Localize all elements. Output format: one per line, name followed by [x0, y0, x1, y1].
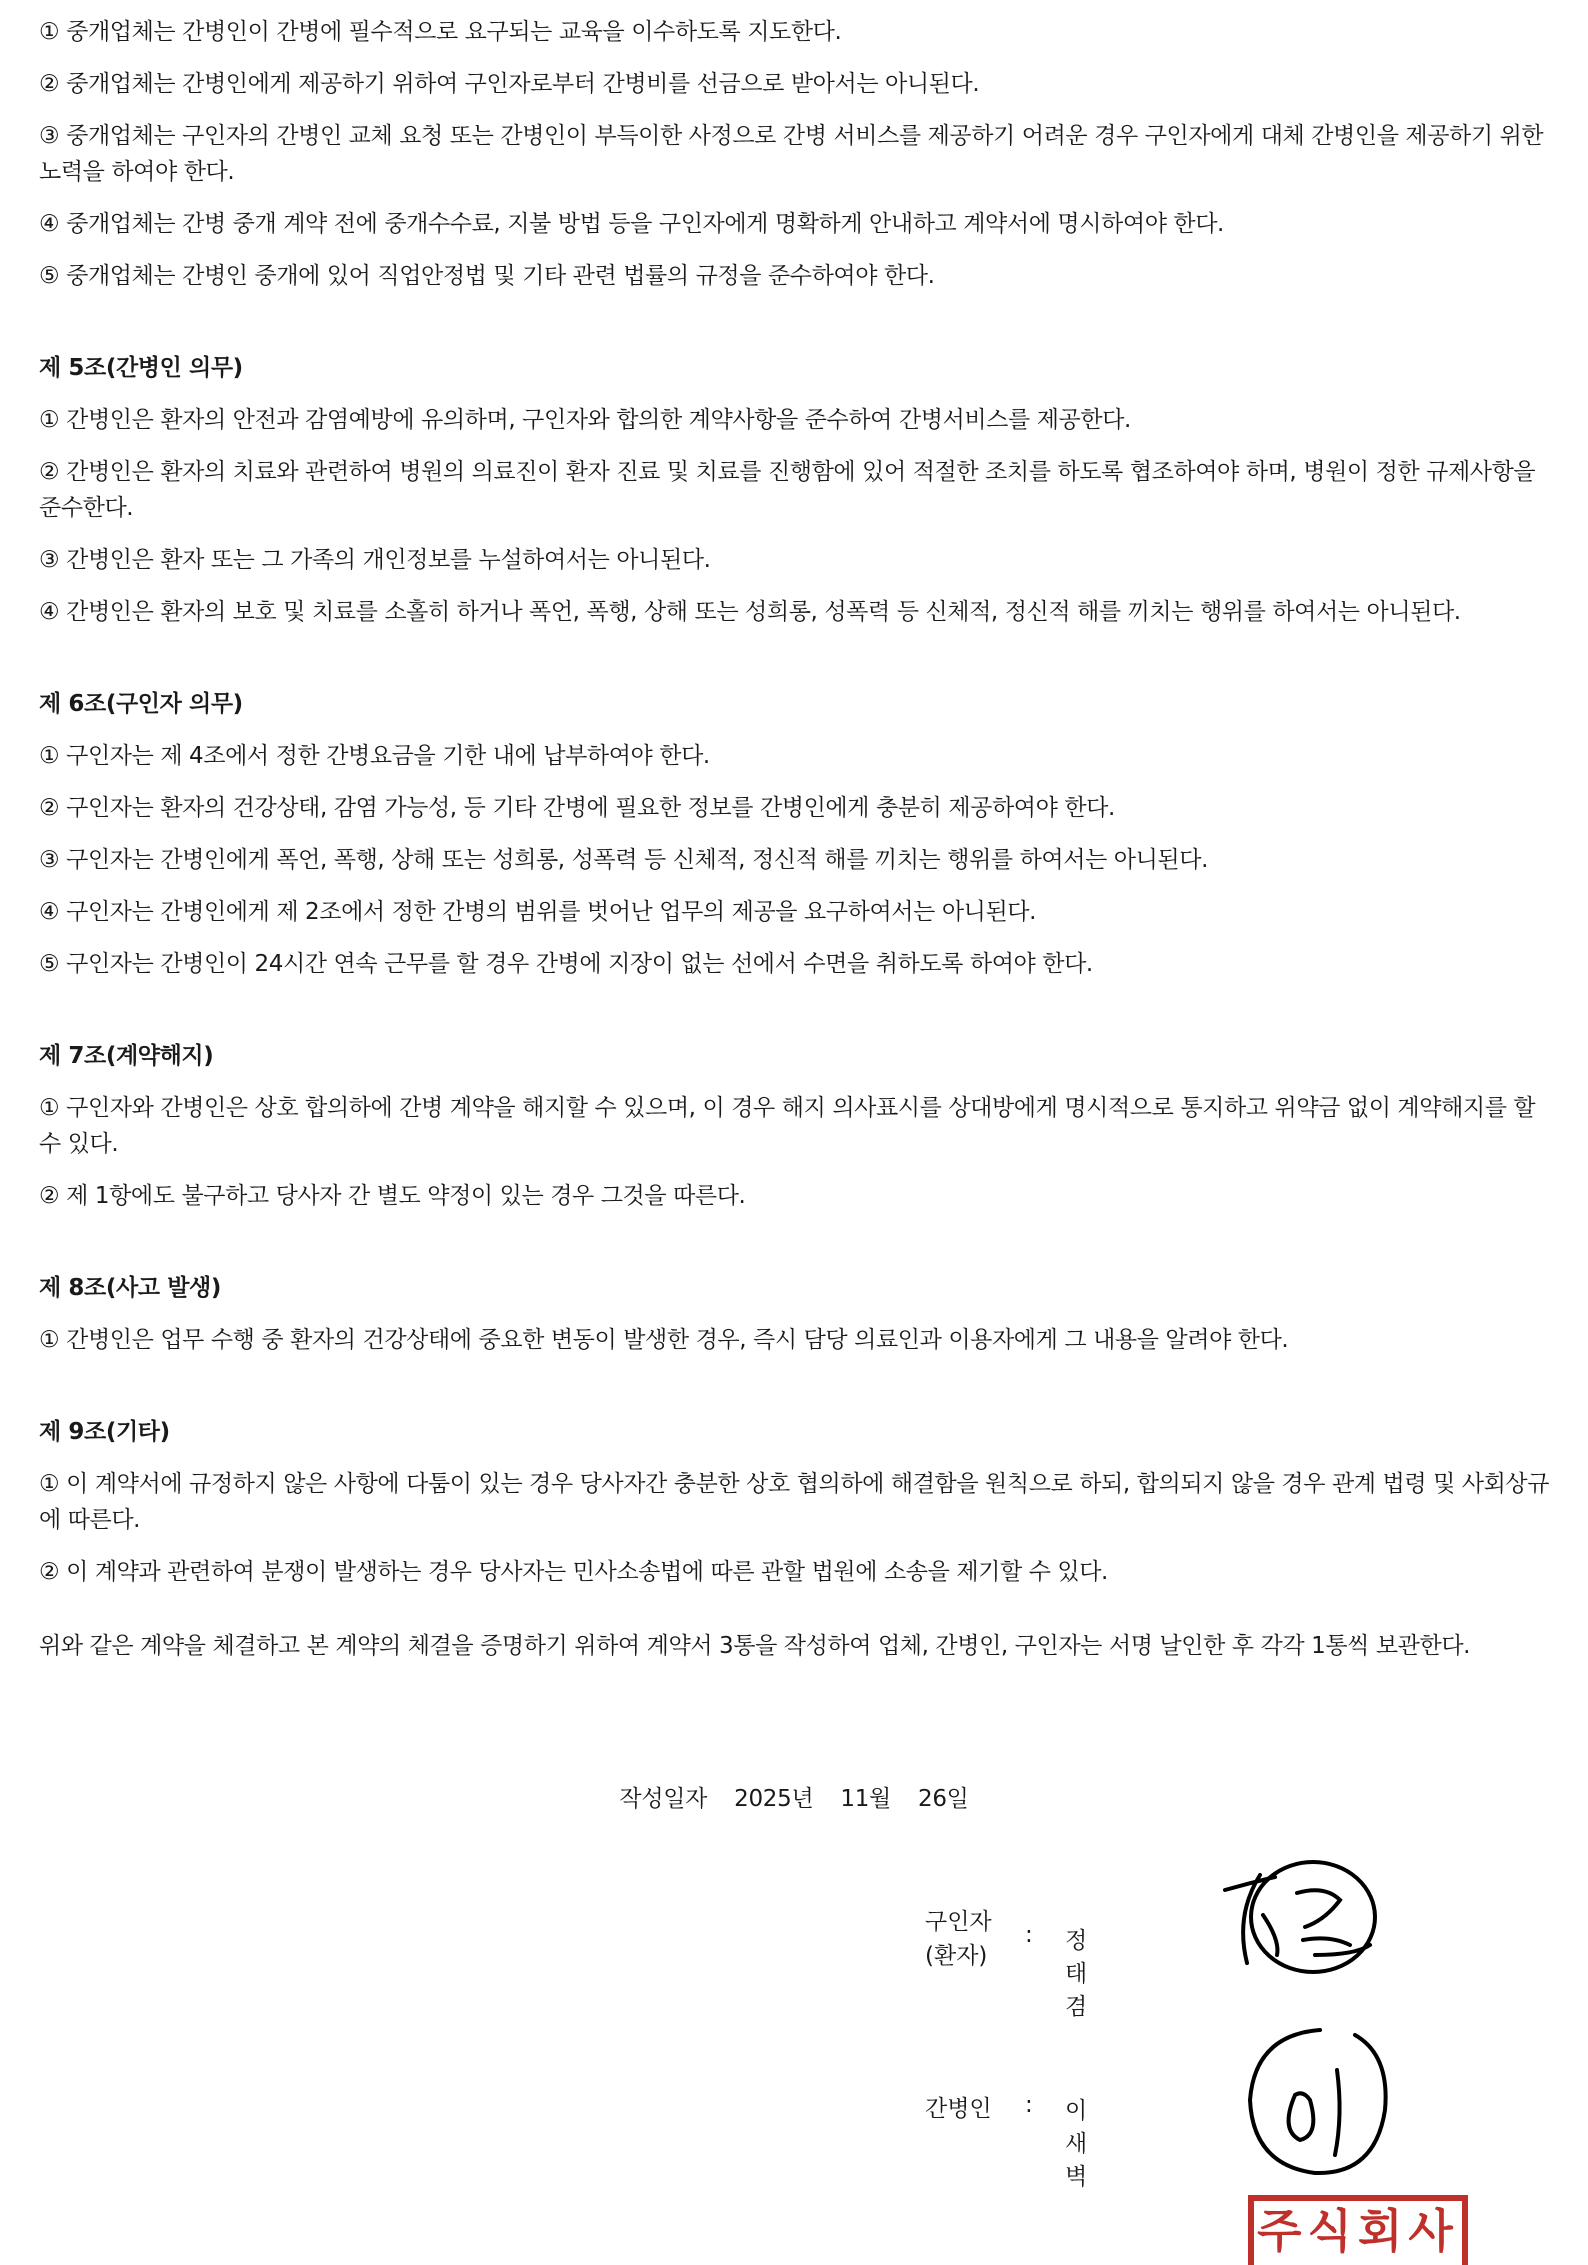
client-label-line2: (환자): [925, 1943, 988, 1969]
article6-item-1: ① 구인자는 제 4조에서 정한 간병요금을 기한 내에 납부하여야 한다.: [39, 743, 710, 769]
article6-item-2: ② 구인자는 환자의 건강상태, 감염 가능성, 등 기타 간병에 필요한 정보를 간병인에게 충분히 제공하여야 한다.: [39, 795, 1115, 821]
company-stamp: 주식회사: [1248, 2195, 1468, 2265]
client-name: 정태겸: [1065, 1928, 1088, 2020]
date-year: 2025년: [734, 1786, 814, 1812]
closing-statement: 위와 같은 계약을 체결하고 본 계약의 체결을 증명하기 위하여 계약서 3통을 작성하여 업체, 간병인, 구인자는 서명 날인한 후 각각 1통씩 보관한다.: [39, 1633, 1471, 1659]
article4-item-2: ② 중개업체는 간병인에게 제공하기 위하여 구인자로부터 간병비를 선금으로 받아서는 아니된다.: [39, 71, 980, 97]
client-colon: :: [1025, 1922, 1033, 1948]
article5-title: 제 5조(간병인 의무): [39, 355, 243, 381]
article6-item-4: ④ 구인자는 간병인에게 제 2조에서 정한 간병의 범위를 벗어난 업무의 제공을 요구하여서는 아니된다.: [39, 899, 1037, 925]
date-day: 26일: [918, 1786, 969, 1812]
article7-item-1: ① 구인자와 간병인은 상호 합의하에 간병 계약을 해지할 수 있으며, 이 경우 해지 의사표시를 상대방에게 명시적으로 통지하고 위약금 없이 계약해지를 할 수 있다.: [39, 1095, 1536, 1157]
date-month: 11월: [840, 1786, 891, 1812]
article6-item-3: ③ 구인자는 간병인에게 폭언, 폭행, 상해 또는 성희롱, 성폭력 등 신체적, 정신적 해를 끼치는 행위를 하여서는 아니된다.: [39, 847, 1208, 873]
caregiver-label: 간병인: [925, 2096, 992, 2122]
article7-item-2: ② 제 1항에도 불구하고 당사자 간 별도 약정이 있는 경우 그것을 따른다.: [39, 1183, 746, 1209]
article4-item-4: ④ 중개업체는 간병 중개 계약 전에 중개수수료, 지불 방법 등을 구인자에게 명확하게 안내하고 계약서에 명시하여야 한다.: [39, 211, 1224, 237]
article6-title: 제 6조(구인자 의무): [39, 691, 243, 717]
article4-item-5: ⑤ 중개업체는 간병인 중개에 있어 직업안정법 및 기타 관련 법률의 규정을 준수하여야 한다.: [39, 263, 935, 289]
article8-title: 제 8조(사고 발생): [39, 1275, 221, 1301]
article5-item-1: ① 간병인은 환자의 안전과 감염예방에 유의하며, 구인자와 합의한 계약사항을 준수하여 간병서비스를 제공한다.: [39, 407, 1131, 433]
article8-item-1: ① 간병인은 업무 수행 중 환자의 건강상태에 중요한 변동이 발생한 경우, 즉시 담당 의료인과 이용자에게 그 내용을 알려야 한다.: [39, 1327, 1289, 1353]
article7-title: 제 7조(계약해지): [39, 1043, 214, 1069]
client-label-line1: 구인자: [925, 1909, 992, 1935]
client-label: [925, 1905, 1005, 1973]
caregiver-handwritten-signature: [1225, 2015, 1415, 2185]
article9-title: 제 9조(기타): [39, 1419, 170, 1445]
article9-item-2: ② 이 계약과 관련하여 분쟁이 발생하는 경우 당사자는 민사소송법에 따른 관할 법원에 소송을 제기할 수 있다.: [39, 1559, 1108, 1585]
client-handwritten-signature: [1205, 1845, 1405, 1995]
article5-item-2: ② 간병인은 환자의 치료와 관련하여 병원의 의료진이 환자 진료 및 치료를 진행함에 있어 적절한 조치를 하도록 협조하여야 하며, 병원이 정한 규제사항을 준수한다.: [39, 459, 1536, 521]
article5-item-3: ③ 간병인은 환자 또는 그 가족의 개인정보를 누설하여서는 아니된다.: [39, 547, 711, 573]
caregiver-colon: :: [1025, 2092, 1033, 2118]
contract-document: [39, 0, 1559, 1680]
article5-item-4: ④ 간병인은 환자의 보호 및 치료를 소홀히 하거나 폭언, 폭행, 상해 또는 성희롱, 성폭력 등 신체적, 정신적 해를 끼치는 행위를 하여서는 아니된다.: [39, 599, 1461, 625]
article4-item-1: ① 중개업체는 간병인이 간병에 필수적으로 요구되는 교육을 이수하도록 지도한다.: [39, 19, 842, 45]
article6-item-5: ⑤ 구인자는 간병인이 24시간 연속 근무를 할 경우 간병에 지장이 없는 선에서 수면을 취하도록 하여야 한다.: [39, 951, 1093, 977]
date-row: [0, 1780, 1588, 1813]
article9-item-1: ① 이 계약서에 규정하지 않은 사항에 다툼이 있는 경우 당사자간 충분한 상호 협의하에 해결함을 원칙으로 하되, 합의되지 않을 경우 관계 법령 및 사회상규에 따른다.: [39, 1471, 1550, 1533]
article4-item-3: ③ 중개업체는 구인자의 간병인 교체 요청 또는 간병인이 부득이한 사정으로 간병 서비스를 제공하기 어려운 경우 구인자에게 대체 간병인을 제공하기 위한 노력을 하여야 한다.: [39, 123, 1544, 185]
caregiver-name: 이새벽: [1065, 2098, 1088, 2190]
date-label: 작성일자: [619, 1786, 708, 1812]
